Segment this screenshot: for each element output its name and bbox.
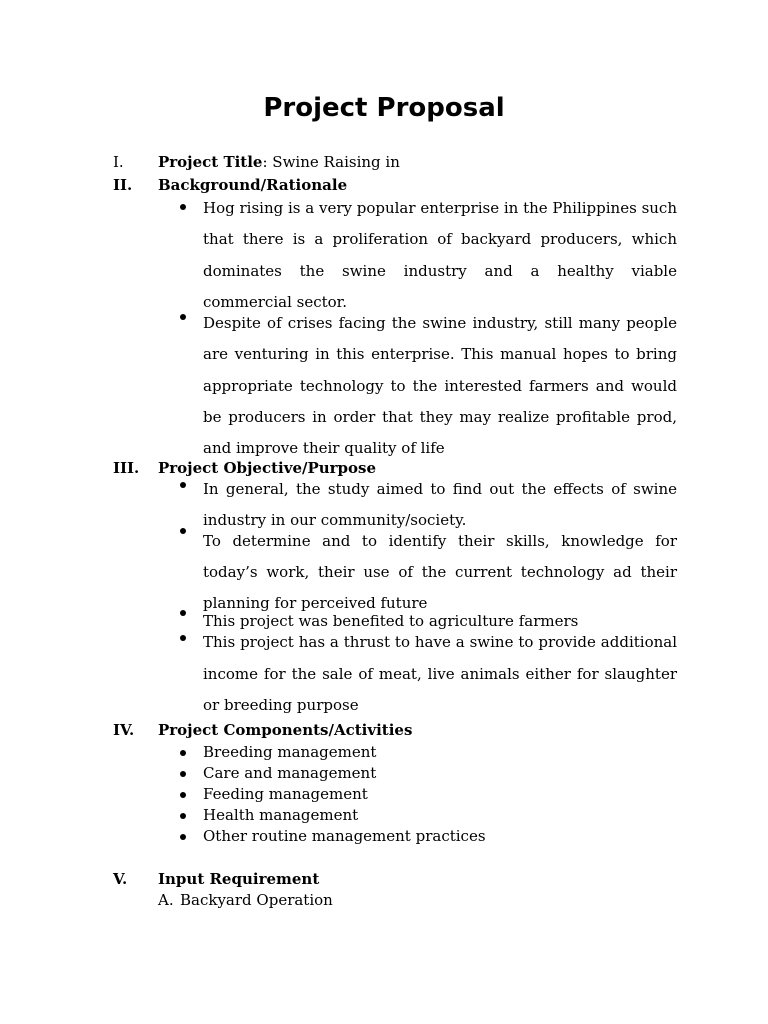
bullet-icon: [180, 610, 186, 616]
section-numeral: II.: [113, 176, 133, 194]
section-heading-label: Background/Rationale: [158, 176, 348, 194]
list-item: [0, 805, 768, 826]
bullet-icon: [180, 813, 186, 819]
bullet-text: Care and management: [203, 764, 377, 782]
bullet-icon: [180, 792, 186, 798]
section-numeral: IV.: [113, 721, 135, 739]
section-numeral: V.: [113, 870, 128, 888]
bullet-text: Other routine management practices: [203, 827, 486, 845]
bullet-icon: [180, 771, 186, 777]
bullet-text: Feeding management: [203, 785, 368, 803]
bullet-icon: [180, 750, 186, 756]
bullet-text: This project has a thrust to have a swine to provide additional income for the sale of meat, live animals either for slaughter or breeding purpose: [203, 633, 677, 715]
bullet-list: [0, 742, 768, 847]
bullet-text: Health management: [203, 806, 359, 824]
list-item: [0, 742, 768, 763]
section-project-title: [0, 152, 768, 173]
section-objective: [0, 458, 768, 721]
bullet-text: Despite of crises facing the swine industry, still many people are venturing in this enterprise. This manual hopes to bring appropriate technology to the interested farmers and would be producers in order that they may realize profitable prod, and improve their quality of life: [203, 314, 677, 458]
sub-item: [0, 890, 768, 911]
section-background: [0, 175, 768, 465]
bullet-icon: [180, 834, 186, 840]
section-heading: [158, 720, 412, 741]
section-heading: [158, 869, 319, 890]
list-item: [0, 526, 768, 620]
section-heading-label: Project Components/Activities: [158, 721, 413, 739]
bullet-icon: [180, 204, 186, 210]
section-heading: [158, 152, 400, 173]
bullet-text: To determine and to identify their skills, knowledge for today’s work, their use of the current technology ad their planning for perceived future: [203, 531, 677, 613]
bullet-text: In general, the study aimed to find out the effects of swine industry in our community/society.: [203, 480, 677, 530]
bullet-text: Breeding management: [203, 743, 377, 761]
section-numeral: III.: [113, 459, 140, 477]
project-title-value: : Swine Raising in: [262, 153, 400, 171]
section-components: [0, 720, 768, 847]
list-item: [0, 193, 768, 318]
bullet-icon: [180, 635, 186, 641]
list-item: [0, 308, 768, 464]
document-title: Project Proposal: [263, 93, 505, 123]
bullet-text: This project was benefited to agriculture farmers: [203, 612, 579, 631]
bullet-icon: [180, 528, 186, 534]
bullet-list: [0, 193, 768, 465]
bullet-icon: [180, 314, 186, 320]
list-item: [0, 627, 768, 721]
list-item: [0, 763, 768, 784]
sub-item-text: Backyard Operation: [180, 891, 333, 909]
sub-item-label: A.: [158, 891, 174, 909]
section-heading-label: Input Requirement: [158, 870, 320, 888]
bullet-icon: [180, 482, 186, 488]
section-heading-label: Project Objective/Purpose: [158, 459, 377, 477]
section-numeral: I.: [113, 153, 124, 171]
section-heading-label: Project Title: [158, 153, 263, 171]
list-item: [0, 826, 768, 847]
bullet-text: Hog rising is a very popular enterprise in the Philippines such that there is a proliferation of backyard producers, which dominates the swine industry and a healthy viable commercial sector.: [203, 199, 677, 311]
list-item: [0, 784, 768, 805]
section-input-requirement: [0, 869, 768, 911]
bullet-list: [0, 474, 768, 721]
